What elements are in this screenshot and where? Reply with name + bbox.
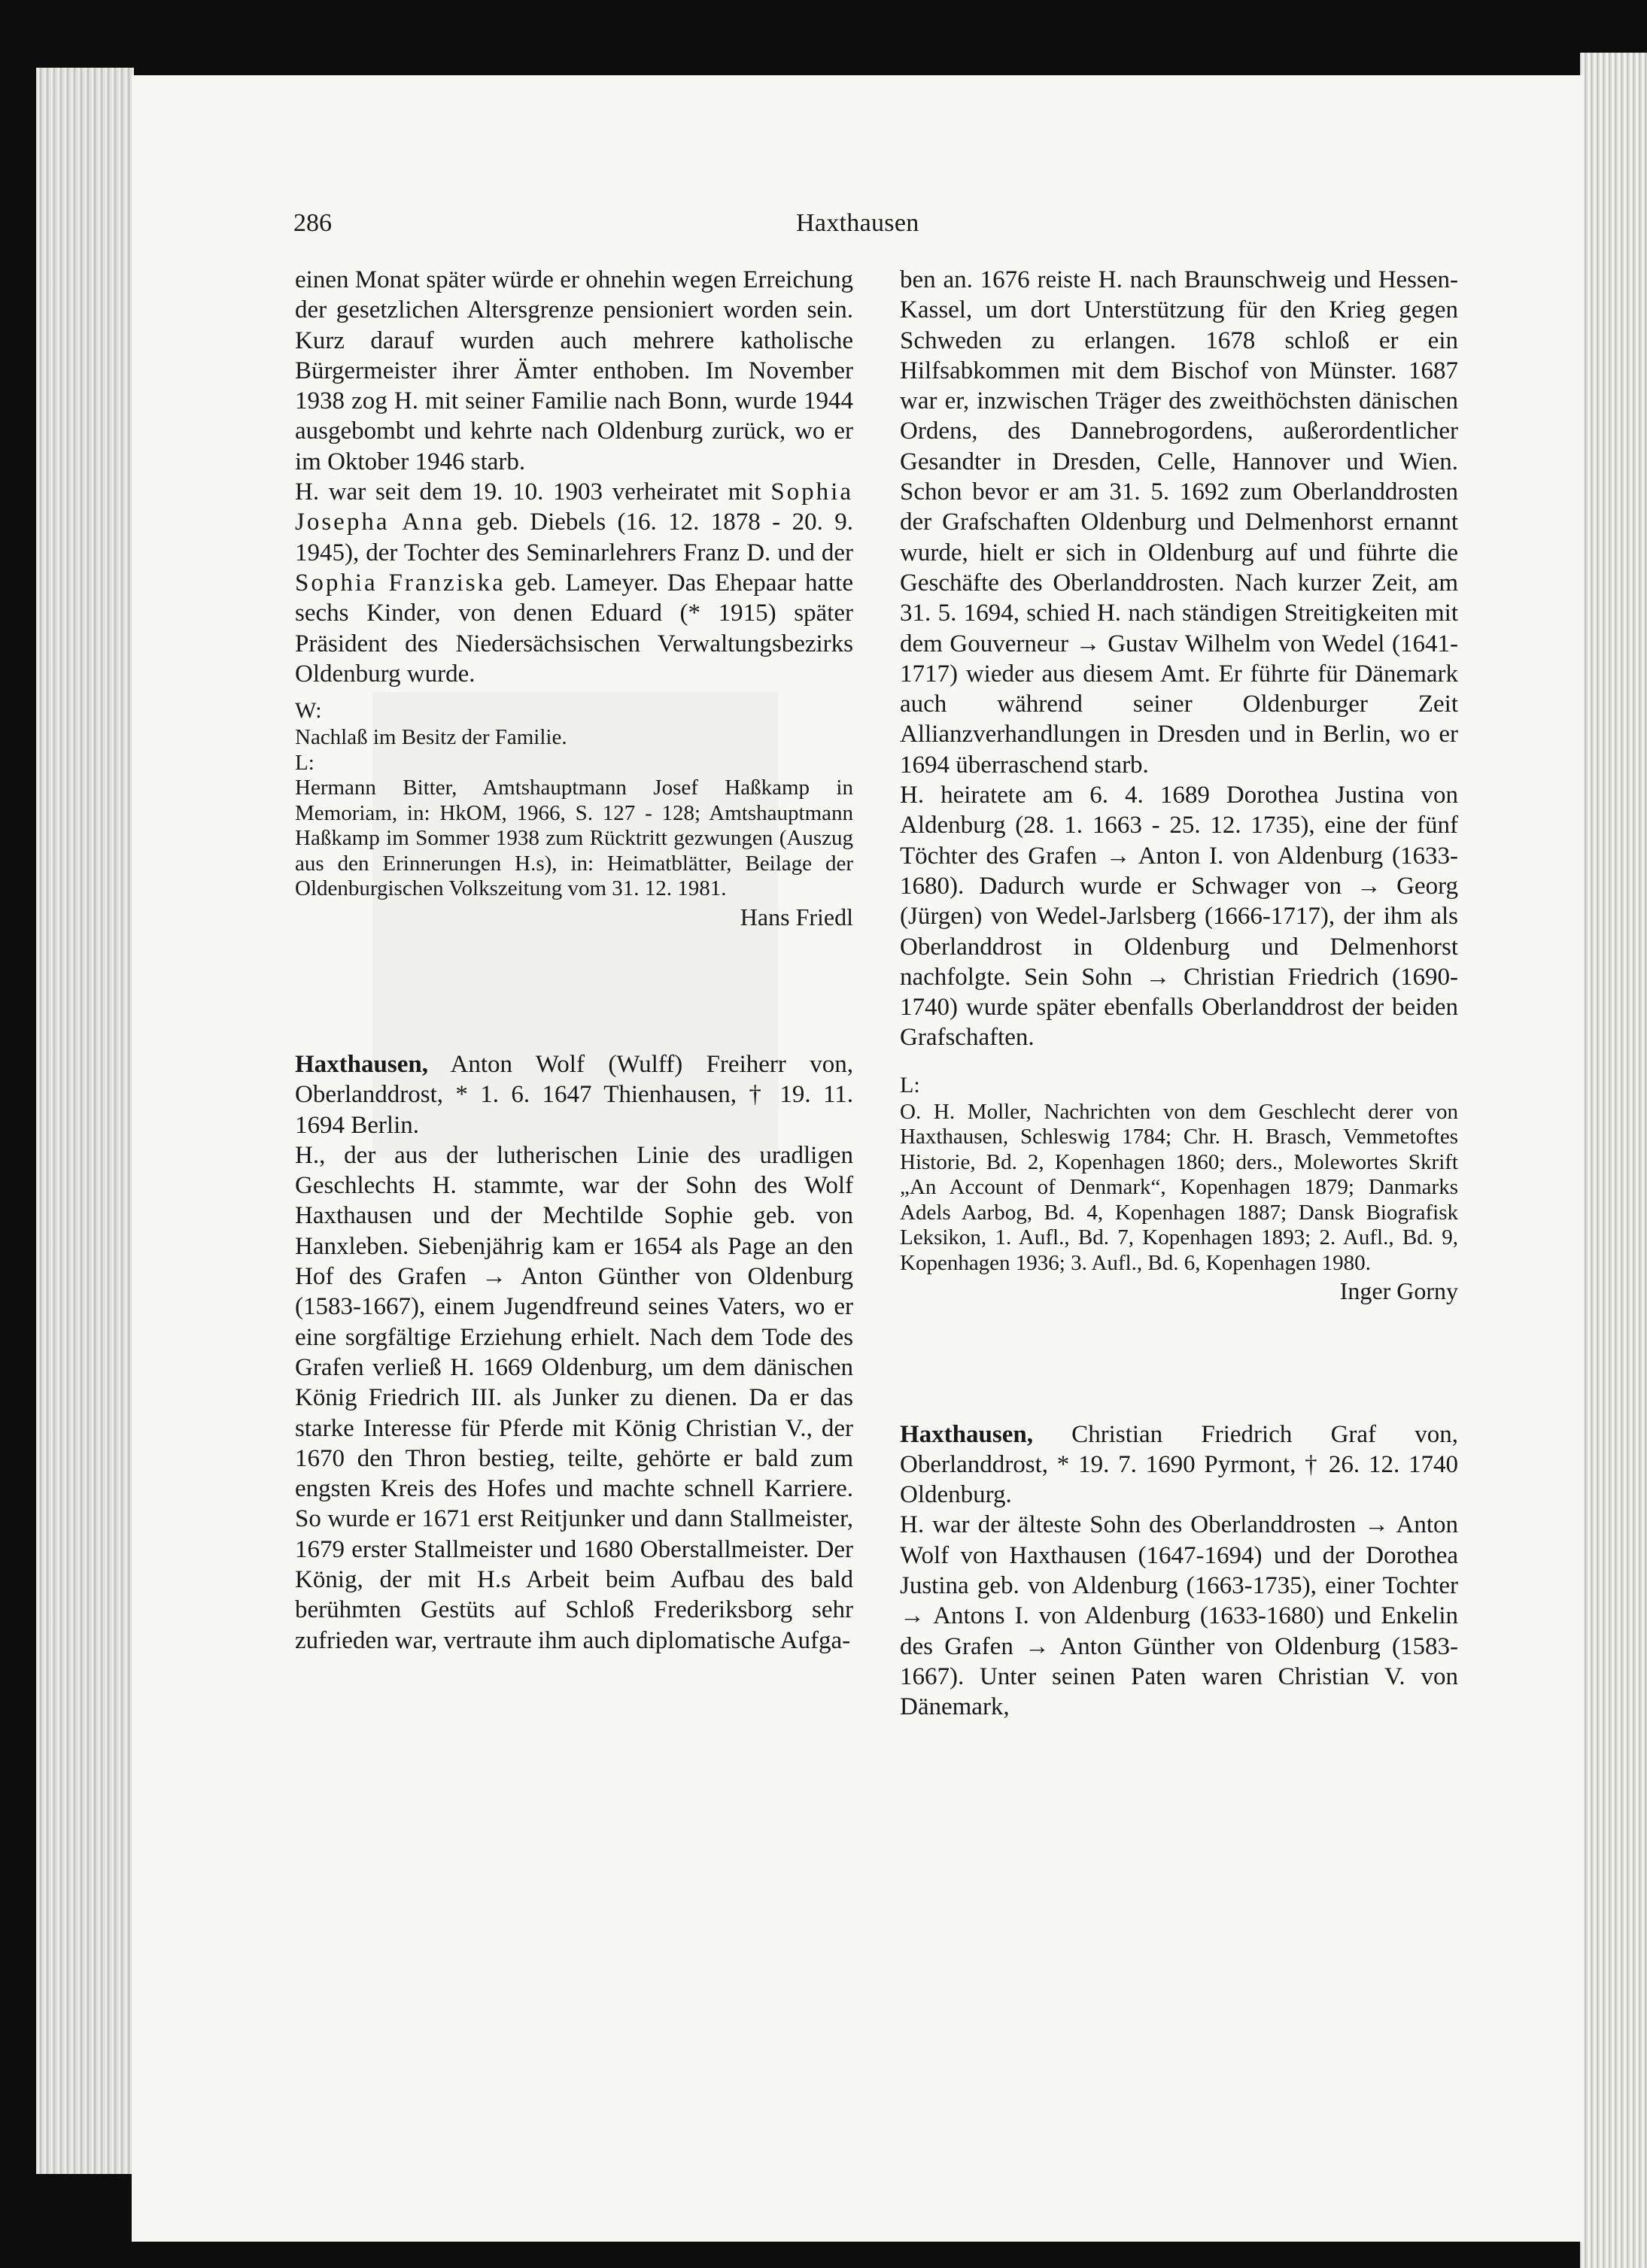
section-gap <box>900 1307 1458 1419</box>
continued-paragraph: ben an. 1676 reiste H. nach Braunschweig und Hessen-Kassel, um dort Unterstützung für den Krieg gegen Schweden zu erlangen. 1678 schloß er ein Hilfsabkommen mit dem Bischof von Münster. 1687 war er, inzwischen Träger des zweithöchsten dänischen Ordens, des Dannebrogordens, außerordentlicher Gesandter in Dresden, Celle, Hannover und Wien. Schon bevor er am 31. 5. 1692 zum Oberlanddrosten der Grafschaften Oldenburg und Delmenhorst ernannt wurde, hielt er sich in Oldenburg auf und führte die Geschäfte des Oberlanddrosten. Nach kurzer Zeit, am 31. 5. 1694, schied H. nach ständigen Streitigkeiten mit dem Gouverneur → Gustav Wilhelm von Wedel (1641-1717) wieder aus diesem Amt. Er führte für Dänemark auch während seiner Oldenburger Zeit Allianzverhandlungen in Dresden und in Berlin, wo er 1694 überraschend starb. <box>900 266 1458 779</box>
entry-intro-text: Anton Wolf (Wulff) Freiherr von, Oberlanddrost, * 1. 6. 1647 Thienhausen, † 19. 11. 1694 Berlin. <box>295 1050 853 1139</box>
marriage-text-3: geb. Lameyer. Das Ehepaar hatte sechs Kinder, von denen Eduard (* 1915) später Präsident des Niedersächsischen Verwaltungsbezirks Oldenburg wurde. <box>295 569 853 688</box>
marriage-paragraph <box>295 477 853 689</box>
mother-in-law-name: Sophia Franziska <box>295 569 506 597</box>
entry-headword: Haxthausen, <box>295 1050 428 1078</box>
works-text: Nachlaß im Besitz der Familie. <box>295 725 567 750</box>
running-head: Haxthausen <box>796 209 919 237</box>
marriage-text-2: geb. Diebels (16. 12. 1878 - 20. 9. 1945), der Tochter des Seminarlehrers Franz D. und der <box>295 509 853 566</box>
author-signature: Inger Gorny <box>1339 1277 1458 1305</box>
author-signature: Hans Friedl <box>740 903 853 931</box>
marriage-paragraph: H. heiratete am 6. 4. 1689 Dorothea Justina von Aldenburg (28. 1. 1663 - 25. 12. 1735), eine der fünf Töchter des Grafen → Anton I. von Aldenburg (1633-1680). Dadurch wurde er Schwager von → Georg (Jürgen) von Wedel-Jarlsberg (1666-1717), der ihm als Oberlanddrost in Oldenburg und Delmenhorst nachfolgte. Sein Sohn → Christian Friedrich (1690-1740) wurde später ebenfalls Oberlanddrost der beiden Grafschaften. <box>900 782 1458 1052</box>
entry-body: H., der aus der lutherischen Linie des uradligen Geschlechts H. stammte, war der Sohn des Wolf Haxthausen und der Mechtilde Sophie geb. von Hanxleben. Siebenjährig kam er 1654 als Page an den Hof des Grafen → Anton Günther von Oldenburg (1583-1667), einem Jugendfreund seines Vaters, wo er eine sorgfältige Erziehung erhielt. Nach dem Tode des Grafen verließ H. 1669 Oldenburg, um dem dänischen König Friedrich III. als Junker zu dienen. Da er das starke Interesse für Pferde mit König Christian V., der 1670 den Thron bestieg, teilte, gehörte er bald zum engsten Kreis des Hofes und machte schnell Karriere. So wurde er 1671 erst Reitjunker und dann Stallmeister, 1679 erster Stallmeister und 1680 Oberstallmeister. Der König, der mit H.s Arbeit beim Aufbau des bald berühmten Gestüts auf Schloß Frederiksborg sehr zufrieden war, vertraute ihm auch diplomatische Aufga- <box>295 1141 853 1654</box>
entry-intro-text: Christian Friedrich Graf von, Oberlanddrost, * 19. 7. 1690 Pyrmont, † 26. 12. 1740 Oldenburg. <box>900 1420 1458 1509</box>
page-header <box>293 209 956 245</box>
section-gap <box>900 1053 1458 1064</box>
entry-body: H. war der älteste Sohn des Oberlanddrosten → Anton Wolf von Haxthausen (1647-1694) und der Dorothea Justina geb. von Aldenburg (1663-1735), einer Tochter → Antons I. von Aldenburg (1633-1680) und Enkelin des Grafen → Anton Günther von Oldenburg (1583-1667). Unter seinen Paten waren Christian V. von Dänemark, <box>900 1511 1458 1721</box>
literature-label: L: <box>900 1072 920 1098</box>
left-column <box>295 265 853 1656</box>
spouse-name: Sophia Josepha Anna <box>295 478 853 536</box>
page-number: 286 <box>293 209 332 237</box>
page-stack-right <box>1580 53 1647 2268</box>
intro-paragraph: einen Monat später würde er ohnehin wegen Erreichung der gesetzlichen Altersgrenze pensioniert worden sein. Kurz darauf wurden auch mehrere katholische Bürgermeister ihrer Ämter enthoben. Im November 1938 zog H. mit seiner Familie nach Bonn, wurde 1944 ausgebombt und kehrte nach Oldenburg zurück, wo er im Oktober 1946 starb. <box>295 266 853 475</box>
literature-label: L: <box>295 750 315 775</box>
section-gap <box>295 932 853 1049</box>
literature-section <box>900 1100 1458 1277</box>
works-section <box>295 725 853 902</box>
entry-intro <box>295 1049 853 1140</box>
right-column <box>900 265 1458 1722</box>
page-stack-left <box>36 68 134 2174</box>
literature-text: O. H. Moller, Nachrichten von dem Geschlecht derer von Haxthausen, Schleswig 1784; Chr. H. Brasch, Vemmetoftes Historie, Bd. 2, Kopenhagen 1860; ders., Molewortes Skrift „An Account of Denmark“, Kopenhagen 1879; Danmarks Adels Aarbog, Bd. 4, Kopenhagen 1887; Dansk Biografisk Leksikon, 1. Aufl., Bd. 7, Kopenhagen 1893; 2. Aufl., Bd. 9, Kopenhagen 1936; 3. Aufl., Bd. 6, Kopenhagen 1980. <box>900 1099 1458 1275</box>
literature-text: Hermann Bitter, Amtshauptmann Josef Haßkamp in Memoriam, in: HkOM, 1966, S. 127 - 128; Amtshauptmann Haßkamp im Sommer 1938 zum Rücktritt gezwungen (Auszug aus den Erinnerungen H.s), in: Heimatblätter, Beilage der Oldenburgischen Volkszeitung vom 31. 12. 1981. <box>295 776 853 901</box>
marriage-text-1: H. war seit dem 19. 10. 1903 verheiratet mit <box>295 478 771 506</box>
entry-headword: Haxthausen, <box>900 1420 1033 1448</box>
works-label: W: <box>295 698 322 724</box>
entry-intro <box>900 1419 1458 1510</box>
